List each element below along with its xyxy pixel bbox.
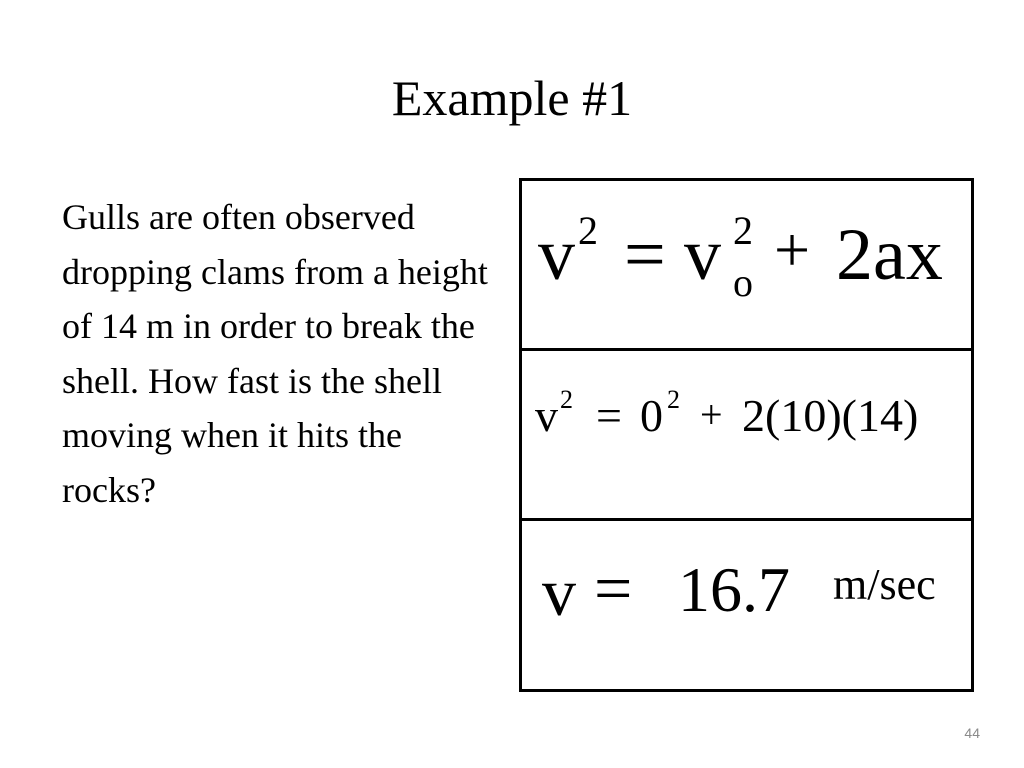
equation-row-substitution — [522, 351, 971, 521]
eq1-v-initial-exponent: 2 — [733, 208, 753, 253]
eq2-term: 2(10)(14) — [742, 390, 919, 441]
eq2-equals: = — [596, 390, 622, 441]
eq2-zero: 0 — [640, 390, 663, 441]
problem-statement: Gulls are often observed dropping clams from a height of 14 m in order to break the shell. How fast is the shell moving when it hits the rocks? — [62, 197, 488, 510]
eq3-unit: m/sec — [833, 560, 936, 609]
equation-row-general — [522, 181, 971, 351]
eq1-v-initial: v — [684, 214, 721, 296]
slide-number: 44 — [964, 725, 980, 741]
eq3-v: v — [542, 554, 576, 630]
equation-table — [519, 178, 974, 692]
eq2-zero-exponent: 2 — [667, 385, 680, 414]
eq1-v: v — [538, 214, 575, 296]
eq1-term: 2ax — [836, 214, 943, 296]
eq2-v: v — [535, 390, 558, 441]
equation-row-result — [522, 521, 971, 689]
eq1-v-exponent: 2 — [578, 208, 598, 253]
slide-title: Example #1 — [391, 70, 633, 126]
eq1-plus: + — [774, 214, 811, 285]
eq2-plus: + — [700, 392, 723, 437]
eq2-v-exponent: 2 — [560, 385, 573, 414]
eq1-equals: = — [624, 214, 666, 296]
eq3-equals: = — [594, 550, 633, 626]
eq1-v-initial-subscript: o — [733, 260, 753, 305]
eq3-value: 16.7 — [678, 554, 790, 625]
